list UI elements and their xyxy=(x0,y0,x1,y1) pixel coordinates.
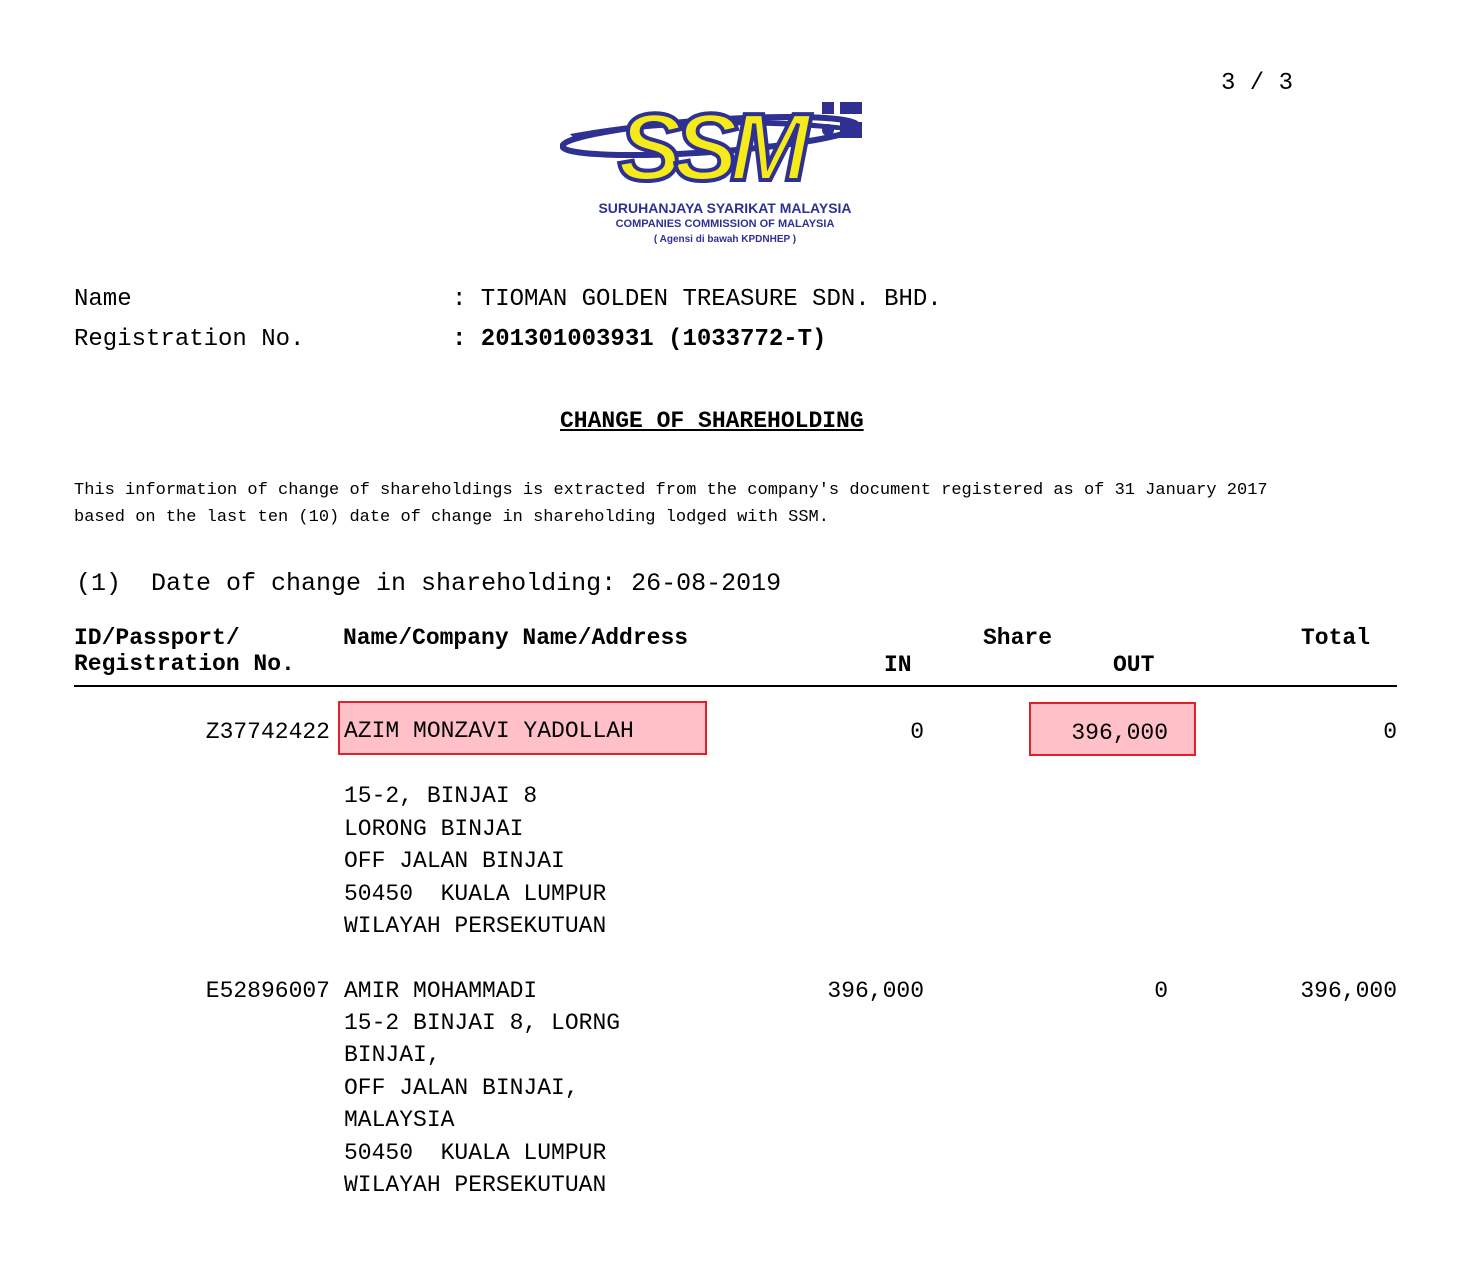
row2-id: E52896007 xyxy=(205,978,330,1004)
row2-address-5: 50450 KUALA LUMPUR xyxy=(344,1140,607,1166)
registration-label: Registration No. xyxy=(74,326,305,353)
row2-address-4: MALAYSIA xyxy=(344,1107,455,1133)
row2-in: 396,000 xyxy=(827,978,924,1004)
row1-total: 0 xyxy=(1383,719,1397,745)
row2-address-1: 15-2 BINJAI 8, LORNG xyxy=(344,1010,621,1036)
logo-text-line3: ( Agensi di bawah KPDNHEP ) xyxy=(653,234,797,245)
row1-address-1: 15-2, BINJAI 8 xyxy=(344,783,538,809)
svg-text:SSM: SSM xyxy=(618,94,803,201)
header-divider xyxy=(74,685,1397,687)
registration-value: : 201301003931 (1033772-T) xyxy=(452,326,827,353)
info-line-1: This information of change of shareholdings is extracted from the company's document registered as of 31 January 2017 xyxy=(74,481,1268,500)
header-out: OUT xyxy=(1113,652,1155,678)
row2-address-2: BINJAI, xyxy=(344,1042,441,1068)
page-number: 3 / 3 xyxy=(1221,70,1294,97)
row1-out: 396,000 xyxy=(1071,720,1168,746)
logo-text-line1: SURUHANJAYA SYARIKAT MALAYSIA xyxy=(598,200,852,216)
header-share: Share xyxy=(983,625,1053,651)
name-value: : TIOMAN GOLDEN TREASURE SDN. BHD. xyxy=(452,286,942,313)
row2-total: 396,000 xyxy=(1300,978,1397,1004)
header-in: IN xyxy=(884,652,912,678)
logo-text-line2: COMPANIES COMMISSION OF MALAYSIA xyxy=(615,218,835,230)
date-of-change: (1) Date of change in shareholding: 26-08-2019 xyxy=(76,569,782,598)
header-id-line2: Registration No. xyxy=(74,651,295,677)
row1-name: AZIM MONZAVI YADOLLAH xyxy=(344,718,634,744)
row2-out: 0 xyxy=(1154,978,1168,1004)
row2-name: AMIR MOHAMMADI xyxy=(344,978,538,1004)
row1-address-2: LORONG BINJAI xyxy=(344,816,524,842)
ssm-logo-icon xyxy=(560,88,900,258)
header-name: Name/Company Name/Address xyxy=(343,625,689,651)
row1-address-4: 50450 KUALA LUMPUR xyxy=(344,881,607,907)
row1-in: 0 xyxy=(910,719,924,745)
row1-address-3: OFF JALAN BINJAI xyxy=(344,848,565,874)
info-line-2: based on the last ten (10) date of change in shareholding lodged with SSM. xyxy=(74,508,829,527)
header-total: Total xyxy=(1301,625,1371,651)
row1-address-5: WILAYAH PERSEKUTUAN xyxy=(344,913,607,939)
row2-address-6: WILAYAH PERSEKUTUAN xyxy=(344,1172,607,1198)
name-label: Name xyxy=(74,286,132,313)
page-title: CHANGE OF SHAREHOLDING xyxy=(560,408,864,434)
header-id-line1: ID/Passport/ xyxy=(74,625,240,651)
row1-id: Z37742422 xyxy=(205,719,330,745)
row2-address-3: OFF JALAN BINJAI, xyxy=(344,1075,579,1101)
